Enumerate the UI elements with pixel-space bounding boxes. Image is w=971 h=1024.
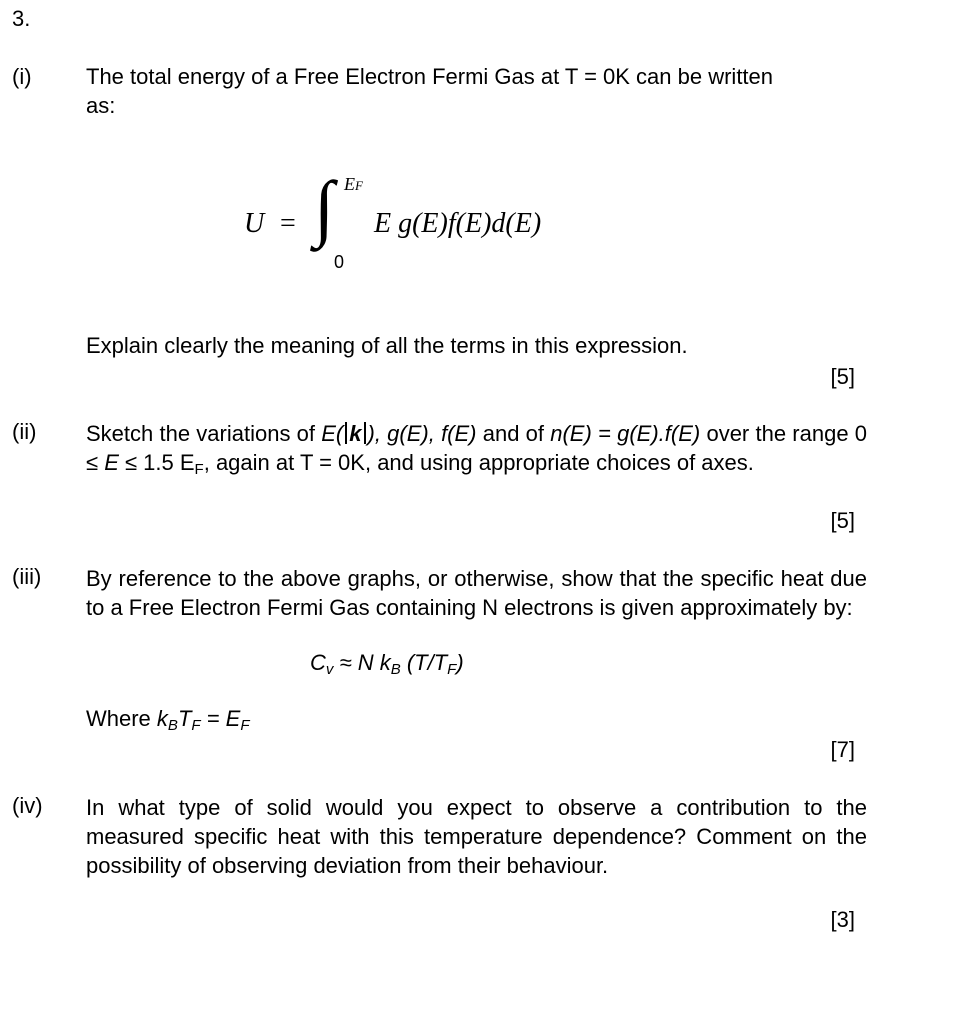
part-iv-marks: [3] bbox=[830, 907, 855, 932]
part-i-marks: [5] bbox=[830, 364, 855, 389]
part-i-line1: The total energy of a Free Electron Fermi Gas at T = 0K can be written bbox=[86, 64, 774, 89]
upper-limit: EF bbox=[344, 174, 363, 194]
part-iv-text: In what type of solid would you expect to observe a contribution to the measured specific heat with this temperature dependence? Comment on the possibility of observing deviation from their behaviour. bbox=[86, 795, 867, 878]
lower-limit: 0 bbox=[334, 252, 345, 272]
question-number: 3. bbox=[12, 6, 31, 31]
specific-heat-formula: $C_v \approx N$ $k_B$ $(T/T_F)$ bbox=[310, 650, 464, 678]
part-i-instruction: Explain clearly the meaning of all the terms in this expression. bbox=[86, 333, 688, 358]
equation-equals: = bbox=[280, 208, 296, 239]
part-i-label: (i) bbox=[12, 64, 32, 89]
where-clause: Where $k_BT_F = E_F$ bbox=[86, 706, 250, 734]
integral-sign: ∫ bbox=[314, 167, 335, 249]
energy-equation bbox=[236, 168, 656, 278]
part-ii-label: (ii) bbox=[12, 419, 37, 444]
part-iii-text: By reference to the above graphs, or otherwise, show that the specific heat due to a Free Electron Fermi Gas containing N electrons is given approximately by: bbox=[86, 566, 867, 620]
part-iii-marks: [7] bbox=[830, 737, 855, 762]
equation-lhs: U bbox=[244, 208, 265, 239]
part-ii-marks: [5] bbox=[830, 508, 855, 533]
part-i-line2: as: bbox=[86, 93, 116, 118]
part-iii-label: (iii) bbox=[12, 564, 42, 589]
integrand: E g(E)f(E)d(E) bbox=[374, 208, 542, 239]
part-iv-label: (iv) bbox=[12, 793, 43, 818]
part-ii-text: Sketch the variations of E( k ), g(E), f(E) and of n(E) = g(E).f(E) over the range 0 ≤ E ≤ 1.5 $E_F$, again at T = 0K, and using appropriate choices of axes. bbox=[86, 421, 868, 478]
